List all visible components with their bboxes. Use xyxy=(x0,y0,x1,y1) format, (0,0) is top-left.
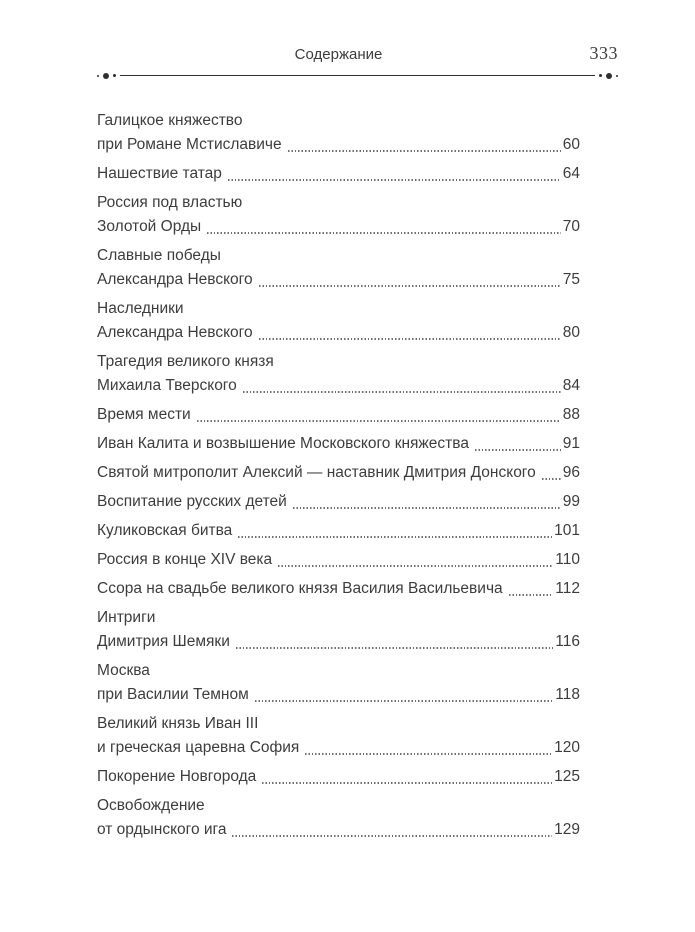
toc-entry-title: Александра Невского xyxy=(97,271,253,288)
page-header xyxy=(97,43,618,64)
dotted-leader xyxy=(542,478,561,480)
toc-entry-line xyxy=(97,432,580,456)
toc-entry[interactable] xyxy=(97,794,580,842)
toc-entry[interactable] xyxy=(97,490,580,514)
dotted-leader xyxy=(232,835,552,837)
toc-entry-line xyxy=(97,577,580,601)
ornament-dot xyxy=(97,75,99,77)
toc-entry-page: 84 xyxy=(562,377,580,394)
toc-entry-page: 60 xyxy=(562,136,580,153)
ornament-line xyxy=(120,75,595,76)
toc-entry[interactable] xyxy=(97,577,580,601)
toc-entry-line xyxy=(97,683,580,707)
toc-entry-line xyxy=(97,374,580,398)
toc-entry-line xyxy=(97,215,580,239)
ornament-dot xyxy=(599,74,602,77)
toc-entry[interactable] xyxy=(97,659,580,707)
ornament-dot xyxy=(113,74,116,77)
toc-entry-title: Покорение Новгорода xyxy=(97,768,257,785)
toc-entry-line xyxy=(97,490,580,514)
toc-entry-line xyxy=(97,350,580,374)
toc-entry[interactable] xyxy=(97,519,580,543)
toc-entry-title: от ордынского ига xyxy=(97,821,227,838)
toc-entry[interactable] xyxy=(97,244,580,292)
toc-entry-line xyxy=(97,818,580,842)
toc-entry-title: Россия под властью xyxy=(97,194,243,211)
toc-entry-title: Наследники xyxy=(97,300,184,317)
toc-entry-title: Галицкое княжество xyxy=(97,112,243,129)
toc-entry[interactable] xyxy=(97,162,580,186)
dotted-leader xyxy=(293,507,561,509)
dotted-leader xyxy=(259,285,561,287)
toc-entry-line xyxy=(97,736,580,760)
toc-entry-title: Александра Невского xyxy=(97,324,253,341)
toc-entry[interactable] xyxy=(97,765,580,789)
dotted-leader xyxy=(255,700,554,702)
toc-entry-page: 96 xyxy=(562,464,580,481)
toc-entry-page: 80 xyxy=(562,324,580,341)
toc-entry-page: 112 xyxy=(555,580,580,597)
toc-entry-title: Димитрия Шемяки xyxy=(97,633,230,650)
toc-entry-title: Москва xyxy=(97,662,150,679)
dotted-leader xyxy=(243,391,561,393)
toc-entry-title: Освобождение xyxy=(97,797,205,814)
toc-entry-title: Россия в конце XIV века xyxy=(97,551,273,568)
toc-entry-page: 118 xyxy=(555,686,580,703)
toc-entry-page: 101 xyxy=(554,522,580,539)
toc-entry-line xyxy=(97,519,580,543)
toc-entry-page: 70 xyxy=(562,218,580,235)
toc-entry-line xyxy=(97,244,580,268)
toc-entry-page: 125 xyxy=(554,768,580,785)
toc-entry-line xyxy=(97,606,580,630)
dotted-leader xyxy=(228,179,561,181)
running-title: Содержание xyxy=(294,46,383,63)
toc-entry-page: 120 xyxy=(554,739,580,756)
toc-entry-line xyxy=(97,109,580,133)
dotted-leader xyxy=(238,536,552,538)
toc-entry-title: Святой митрополит Алексий — наставник Дмитрия Донского xyxy=(97,464,536,481)
toc-entry-page: 116 xyxy=(555,633,580,650)
ornament-rule xyxy=(97,72,618,79)
toc-entry-page: 88 xyxy=(562,406,580,423)
toc-entry[interactable] xyxy=(97,403,580,427)
toc-entry-line xyxy=(97,548,580,572)
toc-entry[interactable] xyxy=(97,548,580,572)
dotted-leader xyxy=(262,782,552,784)
toc-entry-title: Иван Калита и возвышение Московского княжества xyxy=(97,435,469,452)
toc-entry[interactable] xyxy=(97,606,580,654)
toc-entry[interactable] xyxy=(97,712,580,760)
toc-entry-title: Время мести xyxy=(97,406,191,423)
toc-entry-title: Золотой Орды xyxy=(97,218,202,235)
dotted-leader xyxy=(259,338,561,340)
toc-entry-page: 110 xyxy=(555,551,580,568)
toc-entry-line xyxy=(97,659,580,683)
toc-entry-page: 64 xyxy=(562,165,580,182)
toc-entry-line xyxy=(97,268,580,292)
toc-entry-title: Воспитание русских детей xyxy=(97,493,287,510)
toc-entry[interactable] xyxy=(97,350,580,398)
toc-entry-page: 129 xyxy=(554,821,580,838)
toc-entry-title: Нашествие татар xyxy=(97,165,222,182)
dotted-leader xyxy=(288,150,561,152)
toc-entry-title: Трагедия великого князя xyxy=(97,353,274,370)
dotted-leader xyxy=(305,753,552,755)
toc-entry-title: Интриги xyxy=(97,609,156,626)
dotted-leader xyxy=(236,647,553,649)
toc-entry[interactable] xyxy=(97,191,580,239)
toc-entry-title: Великий князь Иван III xyxy=(97,715,259,732)
toc-entry-title: при Романе Мстиславиче xyxy=(97,136,282,153)
dotted-leader xyxy=(475,449,561,451)
dotted-leader xyxy=(207,232,561,234)
dotted-leader xyxy=(197,420,561,422)
toc-entry-line xyxy=(97,297,580,321)
toc-entry-line xyxy=(97,403,580,427)
toc-entry-page: 99 xyxy=(562,493,580,510)
toc-list xyxy=(97,109,580,842)
toc-entry[interactable] xyxy=(97,432,580,456)
dotted-leader xyxy=(509,594,554,596)
toc-entry-title: Славные победы xyxy=(97,247,221,264)
page-number: 333 xyxy=(589,43,618,63)
toc-entry-title: и греческая царевна София xyxy=(97,739,300,756)
toc-entry-title: Куликовская битва xyxy=(97,522,233,539)
toc-entry-line xyxy=(97,191,580,215)
toc-entry[interactable] xyxy=(97,109,580,157)
dotted-leader xyxy=(278,565,553,567)
toc-entry-page: 75 xyxy=(562,271,580,288)
toc-entry-line xyxy=(97,794,580,818)
toc-entry-line xyxy=(97,321,580,345)
toc-entry-title: при Василии Темном xyxy=(97,686,249,703)
toc-entry-line xyxy=(97,162,580,186)
toc-entry[interactable] xyxy=(97,297,580,345)
toc-entry-page: 91 xyxy=(562,435,580,452)
ornament-dot xyxy=(616,75,618,77)
toc-entry-line xyxy=(97,765,580,789)
toc-entry-title: Михаила Тверского xyxy=(97,377,237,394)
toc-entry-line xyxy=(97,461,580,485)
ornament-dot xyxy=(103,73,109,79)
toc-entry-line xyxy=(97,133,580,157)
toc-entry[interactable] xyxy=(97,461,580,485)
toc-entry-line xyxy=(97,630,580,654)
ornament-dot xyxy=(606,73,612,79)
toc-entry-title: Ссора на свадьбе великого князя Василия Васильевича xyxy=(97,580,503,597)
toc-entry-line xyxy=(97,712,580,736)
